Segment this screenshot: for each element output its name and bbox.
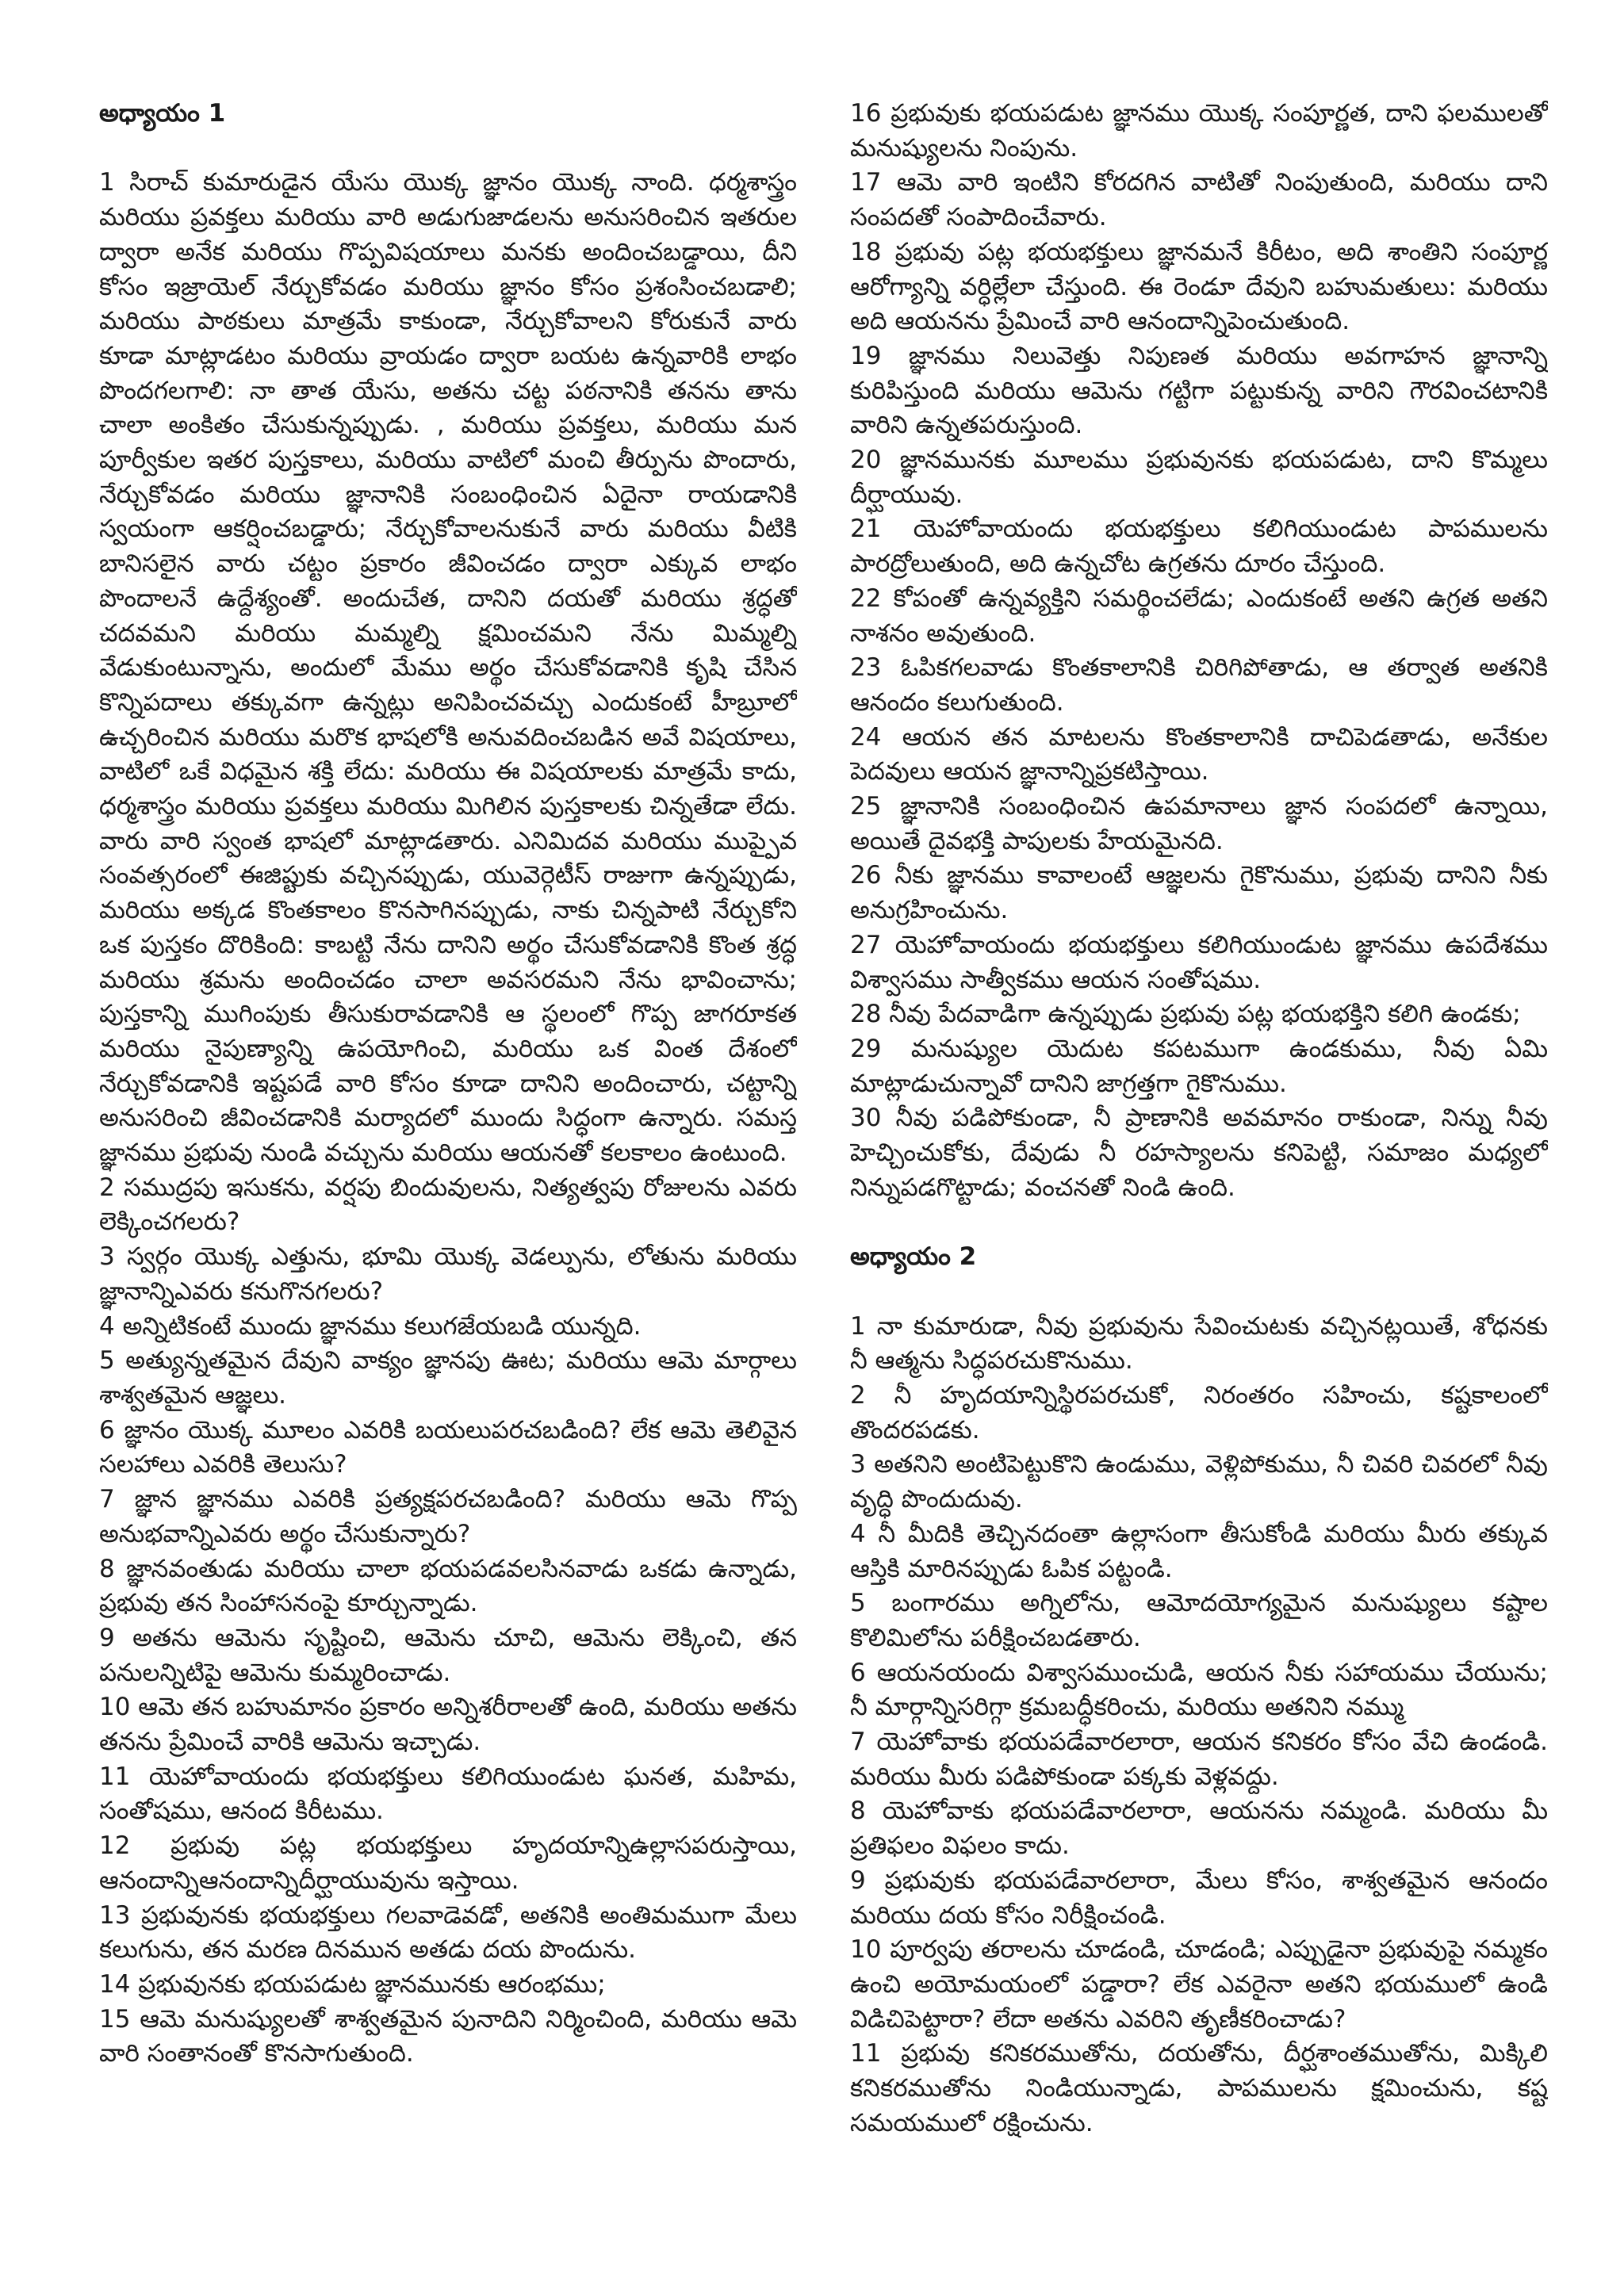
chapter-1-heading: అధ్యాయం 1 [99,99,226,128]
chapter-2-verse-10: 10 పూర్వపు తరాలను చూడండి, చూడండి; ఎప్పుడైనా ప్రభువుపై నమ్మకం ఉంచి అయోమయంలో పడ్డారా? లేక ఎవరైనా అతని భయములో ఉండి విడిచిపెట్టారా? లేదా అతను ఎవరిని తృణీకరించాడు? [850,1935,1548,2034]
chapter-1-verse-24: 24 ఆయన తన మాటలను కొంతకాలానికి దాచిపెడతాడు, అనేకుల పెదవులు ఆయన జ్ఞానాన్నిప్రకటిస్తాయి. [850,722,1548,786]
chapter-1-verse-7: 7 జ్ఞాన జ్ఞానము ఎవరికి ప్రత్యక్షపరచబడింది? మరియు ఆమె గొప్ప అనుభవాన్నిఎవరు అర్థం చేసుకున్నారు? [99,1485,797,1548]
chapter-1-verse-10: 10 ఆమె తన బహుమానం ప్రకారం అన్నిశరీరాలతో ఉంది, మరియు అతను తనను ప్రేమించే వారికి ఆమెను ఇచ్చాడు. [99,1693,797,1757]
chapter-2-verse-1: 1 నా కుమారుడా, నీవు ప్రభువును సేవించుటకు వచ్చినట్లయితే, శోధనకు నీ ఆత్మను సిద్ధపరచుకొనుము. [850,1311,1548,1376]
chapter-1-verse-1: 1 సిరాచ్ కుమారుడైన యేసు యొక్క జ్ఞానం యొక్క నాంది. ధర్మశాస్త్రం మరియు ప్రవక్తలు మరియు వారి అడుగుజాడలను అనుసరించిన ఇతరుల ద్వారా అనేక మరియు గొప్పవిషయాలు మనకు అందించబడ్డాయి, దీని కోసం ఇజ్రాయెల్ నేర్చుకోవడం మరియు జ్ఞానం కోసం ప్రశంసించబడాలి; మరియు పాఠకులు మాత్రమే కాకుండా, నేర్చుకోవాలని కోరుకునే వారు కూడా మాట్లాడటం మరియు వ్రాయడం ద్వారా బయట ఉన్నవారికి లాభం పొందగలగాలి: నా తాత యేసు, అతను చట్ట పఠనానికి తనను తాను చాలా అంకితం చేసుకున్నప్పుడు. , మరియు ప్రవక్తలు, మరియు మన పూర్వీకుల ఇతర పుస్తకాలు, మరియు వాటిలో మంచి తీర్పును పొందారు, నేర్చుకోవడం మరియు జ్ఞానానికి సంబంధించిన ఏదైనా రాయడానికి స్వయంగా ఆకర్షించబడ్డారు; నేర్చుకోవాలనుకునే వారు మరియు వీటికి బానిసలైన వారు చట్టం ప్రకారం జీవించడం ద్వారా ఎక్కువ లాభం పొందాలనే ఉద్దేశ్యంతో. అందుచేత, దానిని దయతో మరియు శ్రద్ధతో చదవమని మరియు మమ్మల్ని క్షమించమని నేను మిమ్మల్ని వేడుకుంటున్నాను, అందులో మేము అర్థం చేసుకోవడానికి కృషి చేసిన కొన్నిపదాలు తక్కువగా ఉన్నట్లు అనిపించవచ్చు ఎందుకంటే హీబ్రూలో ఉచ్చరించిన మరియు మరొక భాషలోకి అనువదించబడిన అవే విషయాలు, వాటిలో ఒకే విధమైన శక్తి లేదు: మరియు ఈ విషయాలకు మాత్రమే కాదు, ధర్మశాస్త్రం మరియు ప్రవక్తలు మరియు మిగిలిన పుస్తకాలకు చిన్నతేడా లేదు. వారు వారి స్వంత భాషలో మాట్లాడతారు. ఎనిమిదవ మరియు ముప్పైవ సంవత్సరంలో ఈజిప్టుకు వచ్చినప్పుడు, యువెర్గెటీస్ రాజుగా ఉన్నప్పుడు, మరియు అక్కడ కొంతకాలం కొనసాగినప్పుడు, నాకు చిన్నపాటి నేర్చుకోని ఒక పుస్తకం దొరికింది: కాబట్టి నేను దానిని అర్థం చేసుకోవడానికి కొంత శ్రద్ధ మరియు శ్రమను అందించడం చాలా అవసరమని నేను భావించాను; పుస్తకాన్ని ముగింపుకు తీసుకురావడానికి ఆ స్థలంలో గొప్ప జాగరూకత మరియు నైపుణ్యాన్ని ఉపయోగించి, మరియు ఒక వింత దేశంలో నేర్చుకోవడానికి ఇష్టపడే వారి కోసం కూడా దానిని అందించారు, చట్టాన్ని అనుసరించి జీవించడానికి మర్యాదలో ముందు సిద్ధంగా ఉన్నారు. సమస్త జ్ఞానము ప్రభువు నుండి వచ్చును మరియు ఆయనతో కలకాలం ఉంటుంది. [99,168,797,1168]
chapter-1-verse-22: 22 కోపంతో ఉన్నవ్యక్తిని సమర్థించలేడు; ఎందుకంటే అతని ఉగ్రత అతని నాశనం అవుతుంది. [850,584,1548,648]
chapter-1-verse-21: 21 యెహోవాయందు భయభక్తులు కలిగియుండుట పాపములను పారద్రోలుతుంది, అది ఉన్నచోట ఉగ్రతను దూరం చేస్తుంది. [850,515,1548,579]
chapter-1-verse-16: 16 ప్రభువుకు భయపడుట జ్ఞానము యొక్క సంపూర్ణత, దాని ఫలములతో మనుష్యులను నింపును. [850,99,1548,163]
chapter-1-verse-9: 9 అతను ఆమెను సృష్టించి, ఆమెను చూచి, ఆమెను లెక్కించి, తన పనులన్నిటిపై ఆమెను కుమ్మరించాడు. [99,1623,797,1687]
chapter-2-verse-11: 11 ప్రభువు కనికరముతోను, దయతోను, దీర్ఘశాంతముతోను, మిక్కిలి కనికరముతోను నిండియున్నాడు, పాపములను క్షమించును, కష్ట సమయములో రక్షించును. [850,2039,1548,2137]
chapter-1-verse-11: 11 యెహోవాయందు భయభక్తులు కలిగియుండుట ఘనత, మహిమ, సంతోషము, ఆనంద కిరీటము. [99,1762,797,1826]
chapter-1-verse-5: 5 అత్యున్నతమైన దేవుని వాక్యం జ్ఞానపు ఊట; మరియు ఆమె మార్గాలు శాశ్వతమైన ఆజ్ఞలు. [99,1346,797,1410]
right-column [850,97,1548,2141]
chapter-1-verse-26: 26 నీకు జ్ఞానము కావాలంటే ఆజ్ఞలను గైకొనుము, ప్రభువు దానిని నీకు అనుగ్రహించును. [850,861,1548,925]
chapter-1-verse-30: 30 నీవు పడిపోకుండా, నీ ప్రాణానికి అవమానం రాకుండా, నిన్ను నీవు హెచ్చించుకోకు, దేవుడు నీ రహస్యాలను కనిపెట్టి, సమాజం మధ్యలో నిన్నుపడగొట్టాడు; వంచనతో నిండి ఉంది. [850,1104,1548,1202]
chapter-1-verse-4: 4 అన్నిటికంటే ముందు జ్ఞానము కలుగజేయబడి యున్నది. [99,1311,642,1341]
chapter-1-verse-27: 27 యెహోవాయందు భయభక్తులు కలిగియుండుట జ్ఞానము ఉపదేశము విశ్వాసము సాత్వీకము ఆయన సంతోషము. [850,930,1548,994]
chapter-1-verse-23: 23 ఓపికగలవాడు కొంతకాలానికి చిరిగిపోతాడు, ఆ తర్వాత అతనికి ఆనందం కలుగుతుంది. [850,653,1548,717]
chapter-1-verse-20: 20 జ్ఞానమునకు మూలము ప్రభువునకు భయపడుట, దాని కొమ్మలు దీర్ఘాయువు. [850,446,1548,509]
chapter-1-verse-12: 12 ప్రభువు పట్ల భయభక్తులు హృదయాన్నిఉల్లాసపరుస్తాయి, ఆనందాన్నిఆనందాన్నిదీర్ఘాయువును ఇస్తాయి. [99,1831,797,1895]
chapter-2-verse-2: 2 నీ హృదయాన్నిస్థిరపరచుకో, నిరంతరం సహించు, కష్టకాలంలో తొందరపడకు. [850,1380,1548,1445]
chapter-1-verse-29: 29 మనుష్యుల యెదుట కపటముగా ఉండకుము, నీవు ఏమి మాట్లాడుచున్నావో దానిని జాగ్రత్తగా గైకొనుము. [850,1034,1548,1098]
chapter-1-verse-14: 14 ప్రభువునకు భయపడుట జ్ఞానమునకు ఆరంభము; [99,1969,606,1999]
chapter-2-verse-6: 6 ఆయనయందు విశ్వాసముంచుడి, ఆయన నీకు సహాయము చేయును; నీ మార్గాన్నిసరిగ్గా క్రమబద్ధీకరించు, మరియు అతనిని నమ్ము [850,1658,1548,1722]
chapter-2-verse-9: 9 ప్రభువుకు భయపడేవారలారా, మేలు కోసం, శాశ్వతమైన ఆనందం మరియు దయ కోసం నిరీక్షించండి. [850,1866,1548,1930]
chapter-1-verse-15: 15 ఆమె మనుష్యులతో శాశ్వతమైన పునాదిని నిర్మించింది, మరియు ఆమె వారి సంతానంతో కొనసాగుతుంది. [99,2004,797,2068]
chapter-2-heading: అధ్యాయం 2 [850,1242,977,1272]
chapter-1-verse-3: 3 స్వర్గం యొక్క ఎత్తును, భూమి యొక్క వెడల్పును, లోతును మరియు జ్ఞానాన్నిఎవరు కనుగొనగలరు? [99,1242,797,1306]
chapter-2-verse-8: 8 యెహోవాకు భయపడేవారలారా, ఆయనను నమ్మండి. మరియు మీ ప్రతిఫలం విఫలం కాదు. [850,1797,1548,1861]
chapter-1-verse-17: 17 ఆమె వారి ఇంటిని కోరదగిన వాటితో నింపుతుంది, మరియు దాని సంపదతో సంపాదించేవారు. [850,168,1548,232]
chapter-2-verse-3: 3 అతనిని అంటిపెట్టుకొని ఉండుము, వెళ్లిపోకుము, నీ చివరి చివరలో నీవు వృద్ధి పొందుదువు. [850,1450,1548,1514]
chapter-1-verse-25: 25 జ్ఞానానికి సంబంధించిన ఉపమానాలు జ్ఞాన సంపదలో ఉన్నాయి, అయితే దైవభక్తి పాపులకు హేయమైనది. [850,792,1548,855]
chapter-1-verse-19: 19 జ్ఞానము నిలువెత్తు నిపుణత మరియు అవగాహన జ్ఞానాన్ని కురిపిస్తుంది మరియు ఆమెను గట్టిగా పట్టుకున్న వారిని గౌరవించటానికి వారిని ఉన్నతపరుస్తుంది. [850,341,1548,440]
chapter-1-verse-2: 2 సముద్రపు ఇసుకను, వర్షపు బిందువులను, నిత్యత్వపు రోజులను ఎవరు లెక్కించగలరు? [99,1173,797,1237]
chapter-2-verse-4: 4 నీ మీదికి తెచ్చినదంతా ఉల్లాసంగా తీసుకోండి మరియు మీరు తక్కువ ఆస్తికి మారినప్పుడు ఓపిక పట్టండి. [850,1519,1548,1583]
chapter-1-verse-13: 13 ప్రభువునకు భయభక్తులు గలవాడెవడో, అతనికి అంతిమముగా మేలు కలుగును, తన మరణ దినమున అతడు దయ పొందును. [99,1900,797,1965]
chapter-1-verse-28: 28 నీవు పేదవాడిగా ఉన్నప్పుడు ప్రభువు పట్ల భయభక్తిని కలిగి ఉండకు; [850,1000,1521,1029]
chapter-2-verse-5: 5 బంగారము అగ్నిలోను, ఆమోదయోగ్యమైన మనుష్యులు కష్టాల కొలిమిలోను పరీక్షించబడతారు. [850,1589,1548,1652]
chapter-1-verse-6: 6 జ్ఞానం యొక్క మూలం ఎవరికి బయలుపరచబడింది? లేక ఆమె తెలివైన సలహాలు ఎవరికి తెలుసు? [99,1415,797,1479]
chapter-1-verse-8: 8 జ్ఞానవంతుడు మరియు చాలా భయపడవలసినవాడు ఒకడు ఉన్నాడు, ప్రభువు తన సింహాసనంపై కూర్చున్నాడు. [99,1554,797,1618]
left-column [99,97,797,2072]
chapter-1-verse-18: 18 ప్రభువు పట్ల భయభక్తులు జ్ఞానమనే కిరీటం, అది శాంతిని సంపూర్ణ ఆరోగ్యాన్ని వర్ధిల్లేలా చేస్తుంది. ఈ రెండూ దేవుని బహుమతులు: మరియు అది ఆయనను ప్రేమించే వారి ఆనందాన్నిపెంచుతుంది. [850,237,1548,336]
chapter-2-verse-7: 7 యెహోవాకు భయపడేవారలారా, ఆయన కనికరం కోసం వేచి ఉండండి. మరియు మీరు పడిపోకుండా పక్కకు వెళ్లవద్దు. [850,1728,1548,1791]
